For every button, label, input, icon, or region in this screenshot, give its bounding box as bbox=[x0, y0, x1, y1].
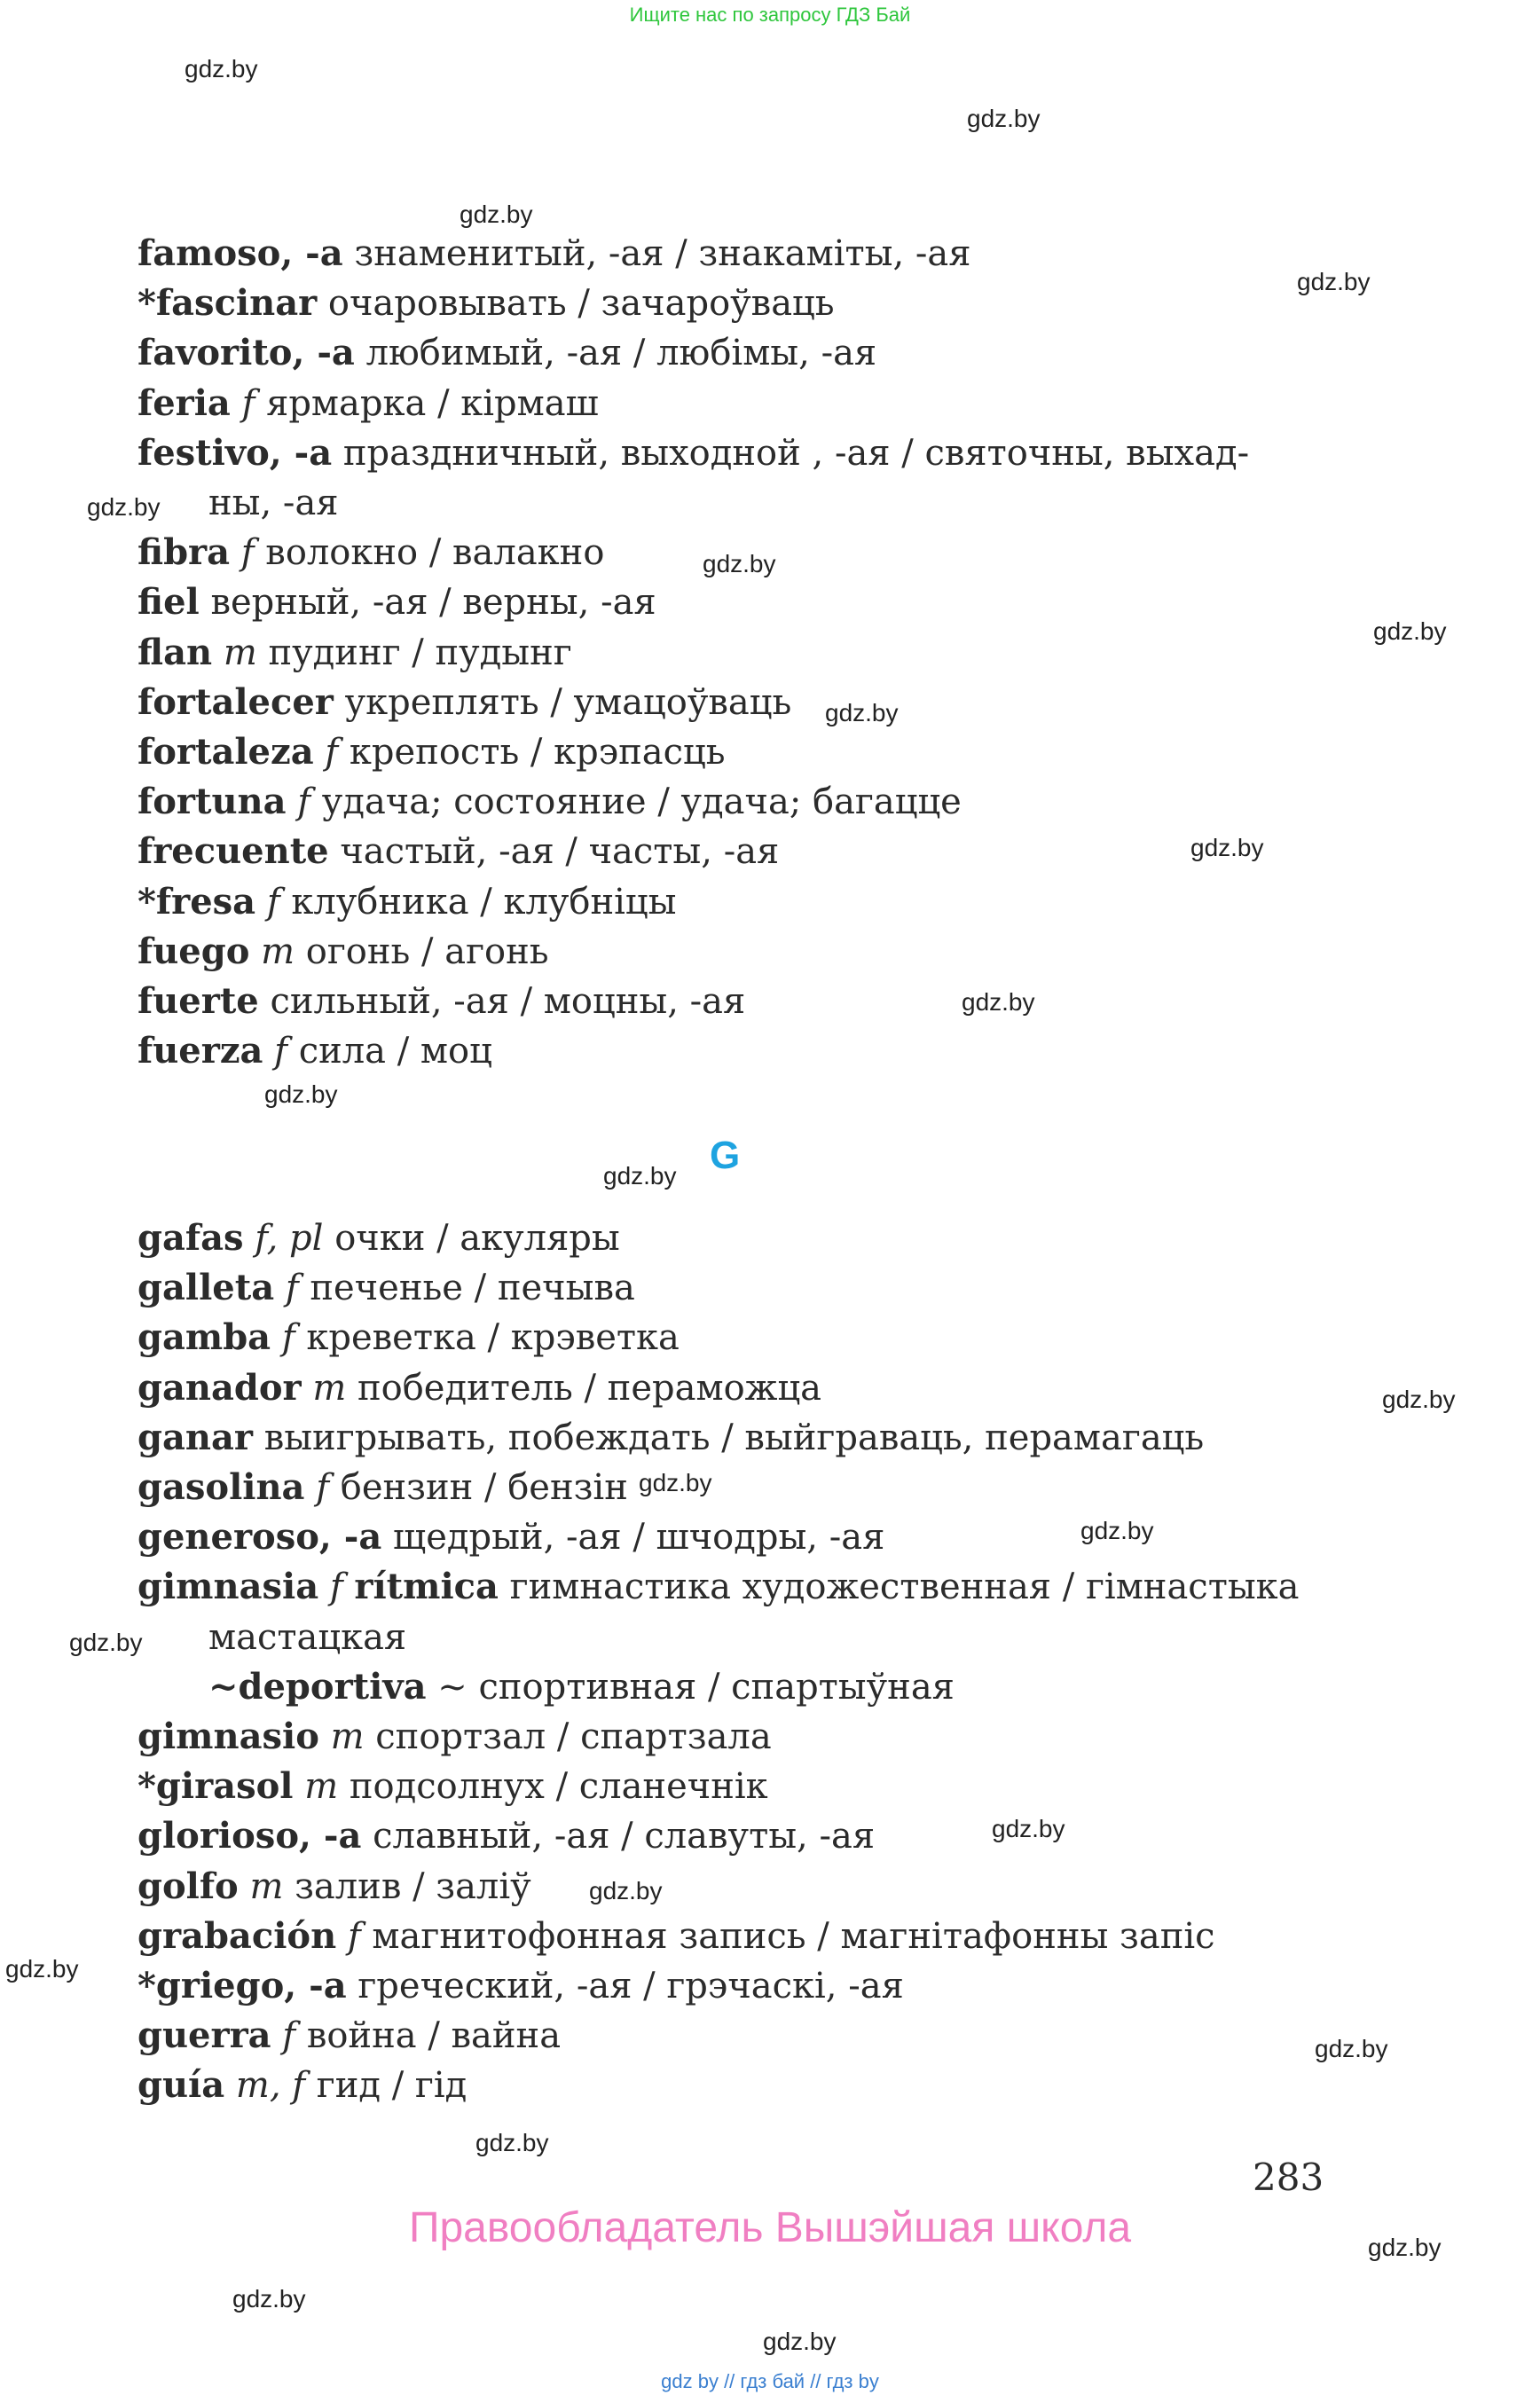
headword: famoso, -a bbox=[138, 232, 343, 274]
dictionary-entry-continuation bbox=[138, 478, 1344, 528]
watermark: gdz.by bbox=[1190, 834, 1264, 861]
dictionary-entry bbox=[138, 1961, 1344, 2011]
dictionary-entry bbox=[138, 528, 1344, 577]
dictionary-entry bbox=[138, 1463, 1344, 1512]
dictionary-entry bbox=[138, 1213, 1344, 1263]
copyright-notice: Правообладатель Вышэйшая школа bbox=[408, 2204, 1132, 2251]
top-banner[interactable]: Ищите нас по запросу ГДЗ Бай bbox=[629, 4, 911, 26]
dictionary-entry bbox=[138, 1862, 1344, 1912]
dictionary-section-g bbox=[138, 1213, 1344, 2111]
dictionary-entry bbox=[138, 977, 1344, 1026]
translation: очаровывать / зачароўваць bbox=[327, 283, 835, 325]
dictionary-entry bbox=[138, 678, 1344, 727]
watermark: gdz.by bbox=[460, 200, 533, 228]
headword: gimnasio bbox=[138, 1716, 319, 1758]
watermark: gdz.by bbox=[5, 1955, 79, 1983]
dictionary-entry bbox=[138, 1313, 1344, 1362]
dictionary-entry bbox=[138, 827, 1344, 876]
translation: любимый, -ая / любімы, -ая bbox=[365, 333, 877, 374]
watermark: gdz.by bbox=[763, 2328, 837, 2355]
translation: укреплять / умацоўваць bbox=[344, 681, 792, 723]
dictionary-entry bbox=[138, 328, 1344, 378]
dictionary-entry bbox=[138, 428, 1344, 478]
translation: гид / гід bbox=[316, 2065, 468, 2107]
headword: gimnasia bbox=[138, 1566, 319, 1608]
dictionary-entry bbox=[138, 1912, 1344, 1961]
translation: огонь / агонь bbox=[305, 931, 549, 972]
translation: очки / акуляры bbox=[334, 1218, 620, 1259]
headword: grabación bbox=[138, 1914, 337, 1957]
dictionary-entry bbox=[138, 628, 1344, 678]
translation: греческий, -ая / грэчаскі, -ая bbox=[358, 1966, 904, 2007]
headword: glorioso, -a bbox=[138, 1815, 362, 1857]
watermark: gdz.by bbox=[1297, 268, 1371, 295]
headword: fuerza bbox=[138, 1030, 263, 1072]
translation: крепость / крэпасць bbox=[349, 732, 726, 774]
grammar-label: f bbox=[241, 382, 255, 424]
grammar-label: f bbox=[282, 2015, 296, 2057]
dictionary-entry bbox=[138, 2061, 1344, 2110]
translation: креветка / крэветка bbox=[306, 1317, 680, 1359]
headword: generoso, -a bbox=[138, 1516, 382, 1559]
watermark: gdz.by bbox=[589, 1877, 663, 1904]
watermark: gdz.by bbox=[639, 1469, 712, 1496]
dictionary-entry bbox=[138, 777, 1344, 827]
grammar-label: f bbox=[329, 1567, 343, 1608]
translation: частый, -ая / часты, -ая bbox=[340, 831, 780, 873]
translation: пудинг / пудынг bbox=[268, 632, 572, 673]
watermark: gdz.by bbox=[992, 1815, 1065, 1842]
watermark: gdz.by bbox=[1315, 2035, 1388, 2062]
headword: feria bbox=[138, 381, 231, 424]
headword: frecuente bbox=[138, 830, 329, 873]
watermark: gdz.by bbox=[185, 55, 258, 82]
grammar-label: f, pl bbox=[255, 1218, 324, 1259]
watermark: gdz.by bbox=[232, 2285, 306, 2313]
headword: fuego bbox=[138, 930, 250, 972]
headword: gamba bbox=[138, 1316, 271, 1359]
headword: gasolina bbox=[138, 1466, 305, 1509]
translation: щедрый, -ая / шчодры, -ая bbox=[393, 1517, 885, 1559]
dictionary-entry bbox=[138, 577, 1344, 627]
dictionary-entry bbox=[138, 1562, 1344, 1612]
watermark: gdz.by bbox=[703, 550, 776, 577]
headword: fibra bbox=[138, 531, 231, 574]
dictionary-entry bbox=[138, 1762, 1344, 1811]
headword: guerra bbox=[138, 2014, 271, 2057]
watermark: gdz.by bbox=[603, 1162, 677, 1190]
dictionary-section-f bbox=[138, 229, 1344, 1076]
translation: выигрывать, побеждать / выйграваць, перамагаць bbox=[263, 1417, 1205, 1458]
watermark: gdz.by bbox=[967, 105, 1041, 132]
translation: знаменитый, -ая / знакаміты, -ая bbox=[354, 233, 971, 274]
headword: *girasol bbox=[138, 1765, 294, 1808]
dictionary-entry bbox=[138, 1512, 1344, 1562]
headword: *griego, -a bbox=[138, 1965, 347, 2007]
watermark: gdz.by bbox=[69, 1629, 143, 1656]
dictionary-entry bbox=[138, 1811, 1344, 1861]
translation: сила / моц bbox=[298, 1031, 492, 1072]
watermark: gdz.by bbox=[264, 1080, 338, 1108]
translation: бензин / бензін bbox=[340, 1467, 628, 1509]
grammar-label: f bbox=[266, 881, 280, 923]
translation: спортзал / спартзала bbox=[375, 1716, 772, 1758]
headword: festivo, -a bbox=[138, 431, 333, 474]
grammar-label: m bbox=[304, 1766, 339, 1808]
dictionary-entry bbox=[138, 229, 1344, 279]
grammar-label: f bbox=[240, 532, 255, 574]
translation: война / вайна bbox=[306, 2015, 562, 2057]
dictionary-entry bbox=[138, 727, 1344, 777]
translation: праздничный, выходной , -ая / святочны, выхад- bbox=[342, 432, 1250, 474]
headword: flan bbox=[138, 631, 213, 673]
headword: fuerte bbox=[138, 980, 259, 1023]
dictionary-entry bbox=[138, 1263, 1344, 1313]
translation: ны, -ая bbox=[208, 483, 339, 524]
translation: подсолнух / сланечнік bbox=[349, 1766, 768, 1808]
section-letter-heading: G bbox=[710, 1134, 741, 1177]
watermark: gdz.by bbox=[1080, 1517, 1154, 1544]
headword: golfo bbox=[138, 1865, 239, 1907]
headword: fiel bbox=[138, 581, 200, 624]
headword: ganador bbox=[138, 1366, 302, 1409]
grammar-label: m bbox=[330, 1716, 365, 1758]
headword: *fascinar bbox=[138, 282, 318, 325]
headword: ganar bbox=[138, 1416, 253, 1458]
headword: ~deportiva bbox=[208, 1665, 427, 1708]
watermark: gdz.by bbox=[1373, 617, 1447, 645]
watermark: gdz.by bbox=[475, 2129, 549, 2156]
grammar-label: f bbox=[316, 1467, 330, 1509]
dictionary-entry bbox=[138, 379, 1344, 428]
translation: сильный, -ая / моцны, -ая bbox=[270, 981, 746, 1023]
translation: гимнастика художественная / гімнастыка bbox=[509, 1567, 1300, 1608]
grammar-label: m bbox=[223, 632, 257, 673]
headword: fortuna bbox=[138, 781, 287, 823]
translation: удача; состояние / удача; багацце bbox=[321, 781, 962, 823]
grammar-label: m bbox=[249, 1865, 284, 1907]
page-number: 283 bbox=[1253, 2156, 1324, 2199]
headword: fortalecer bbox=[138, 680, 334, 723]
headword: fortaleza bbox=[138, 731, 314, 774]
headword: guía bbox=[138, 2064, 225, 2107]
watermark: gdz.by bbox=[962, 988, 1035, 1016]
headword: gafas bbox=[138, 1217, 244, 1259]
translation: магнитофонная запись / магнітафонны запіс bbox=[372, 1915, 1215, 1957]
grammar-label: m, f bbox=[235, 2065, 306, 2107]
translation: ~ спортивная / спартыўная bbox=[437, 1666, 955, 1708]
grammar-label: f bbox=[325, 732, 339, 774]
dictionary-entry bbox=[138, 927, 1344, 977]
dictionary-entry bbox=[138, 1712, 1344, 1762]
grammar-label: m bbox=[312, 1367, 347, 1409]
translation: залив / заліў bbox=[295, 1865, 531, 1907]
grammar-label: f bbox=[274, 1031, 287, 1072]
translation: ярмарка / кірмаш bbox=[266, 382, 599, 424]
translation: клубника / клубніцы bbox=[291, 881, 677, 923]
bottom-banner[interactable]: gdz by // гдз бай // гдз by bbox=[661, 2370, 879, 2392]
headword: galleta bbox=[138, 1267, 275, 1309]
dictionary-entry bbox=[138, 279, 1344, 328]
grammar-label: f bbox=[285, 1268, 299, 1309]
dictionary-entry bbox=[138, 1413, 1344, 1463]
dictionary-entry bbox=[138, 1363, 1344, 1413]
headword: favorito, -a bbox=[138, 332, 355, 374]
translation: верный, -ая / верны, -ая bbox=[210, 582, 656, 624]
grammar-label: f bbox=[297, 781, 311, 823]
watermark: gdz.by bbox=[1368, 2234, 1442, 2261]
headword-modifier: rítmica bbox=[354, 1566, 499, 1608]
headword: *fresa bbox=[138, 880, 256, 923]
dictionary-entry bbox=[138, 877, 1344, 927]
dictionary-entry bbox=[138, 1026, 1344, 1076]
dictionary-entry bbox=[138, 2011, 1344, 2061]
translation: славный, -ая / славуты, -ая bbox=[373, 1816, 876, 1857]
dictionary-entry-continuation bbox=[138, 1613, 1344, 1662]
translation: печенье / печыва bbox=[310, 1268, 635, 1309]
grammar-label: f bbox=[347, 1915, 361, 1957]
watermark: gdz.by bbox=[87, 493, 161, 521]
watermark: gdz.by bbox=[825, 699, 899, 726]
watermark: gdz.by bbox=[1382, 1386, 1456, 1413]
translation: победитель / пераможца bbox=[357, 1367, 822, 1409]
translation: волокно / валакно bbox=[265, 532, 605, 574]
grammar-label: f bbox=[281, 1317, 295, 1359]
dictionary-subentry bbox=[138, 1662, 1344, 1712]
translation: мастацкая bbox=[208, 1616, 407, 1658]
grammar-label: m bbox=[261, 931, 295, 972]
